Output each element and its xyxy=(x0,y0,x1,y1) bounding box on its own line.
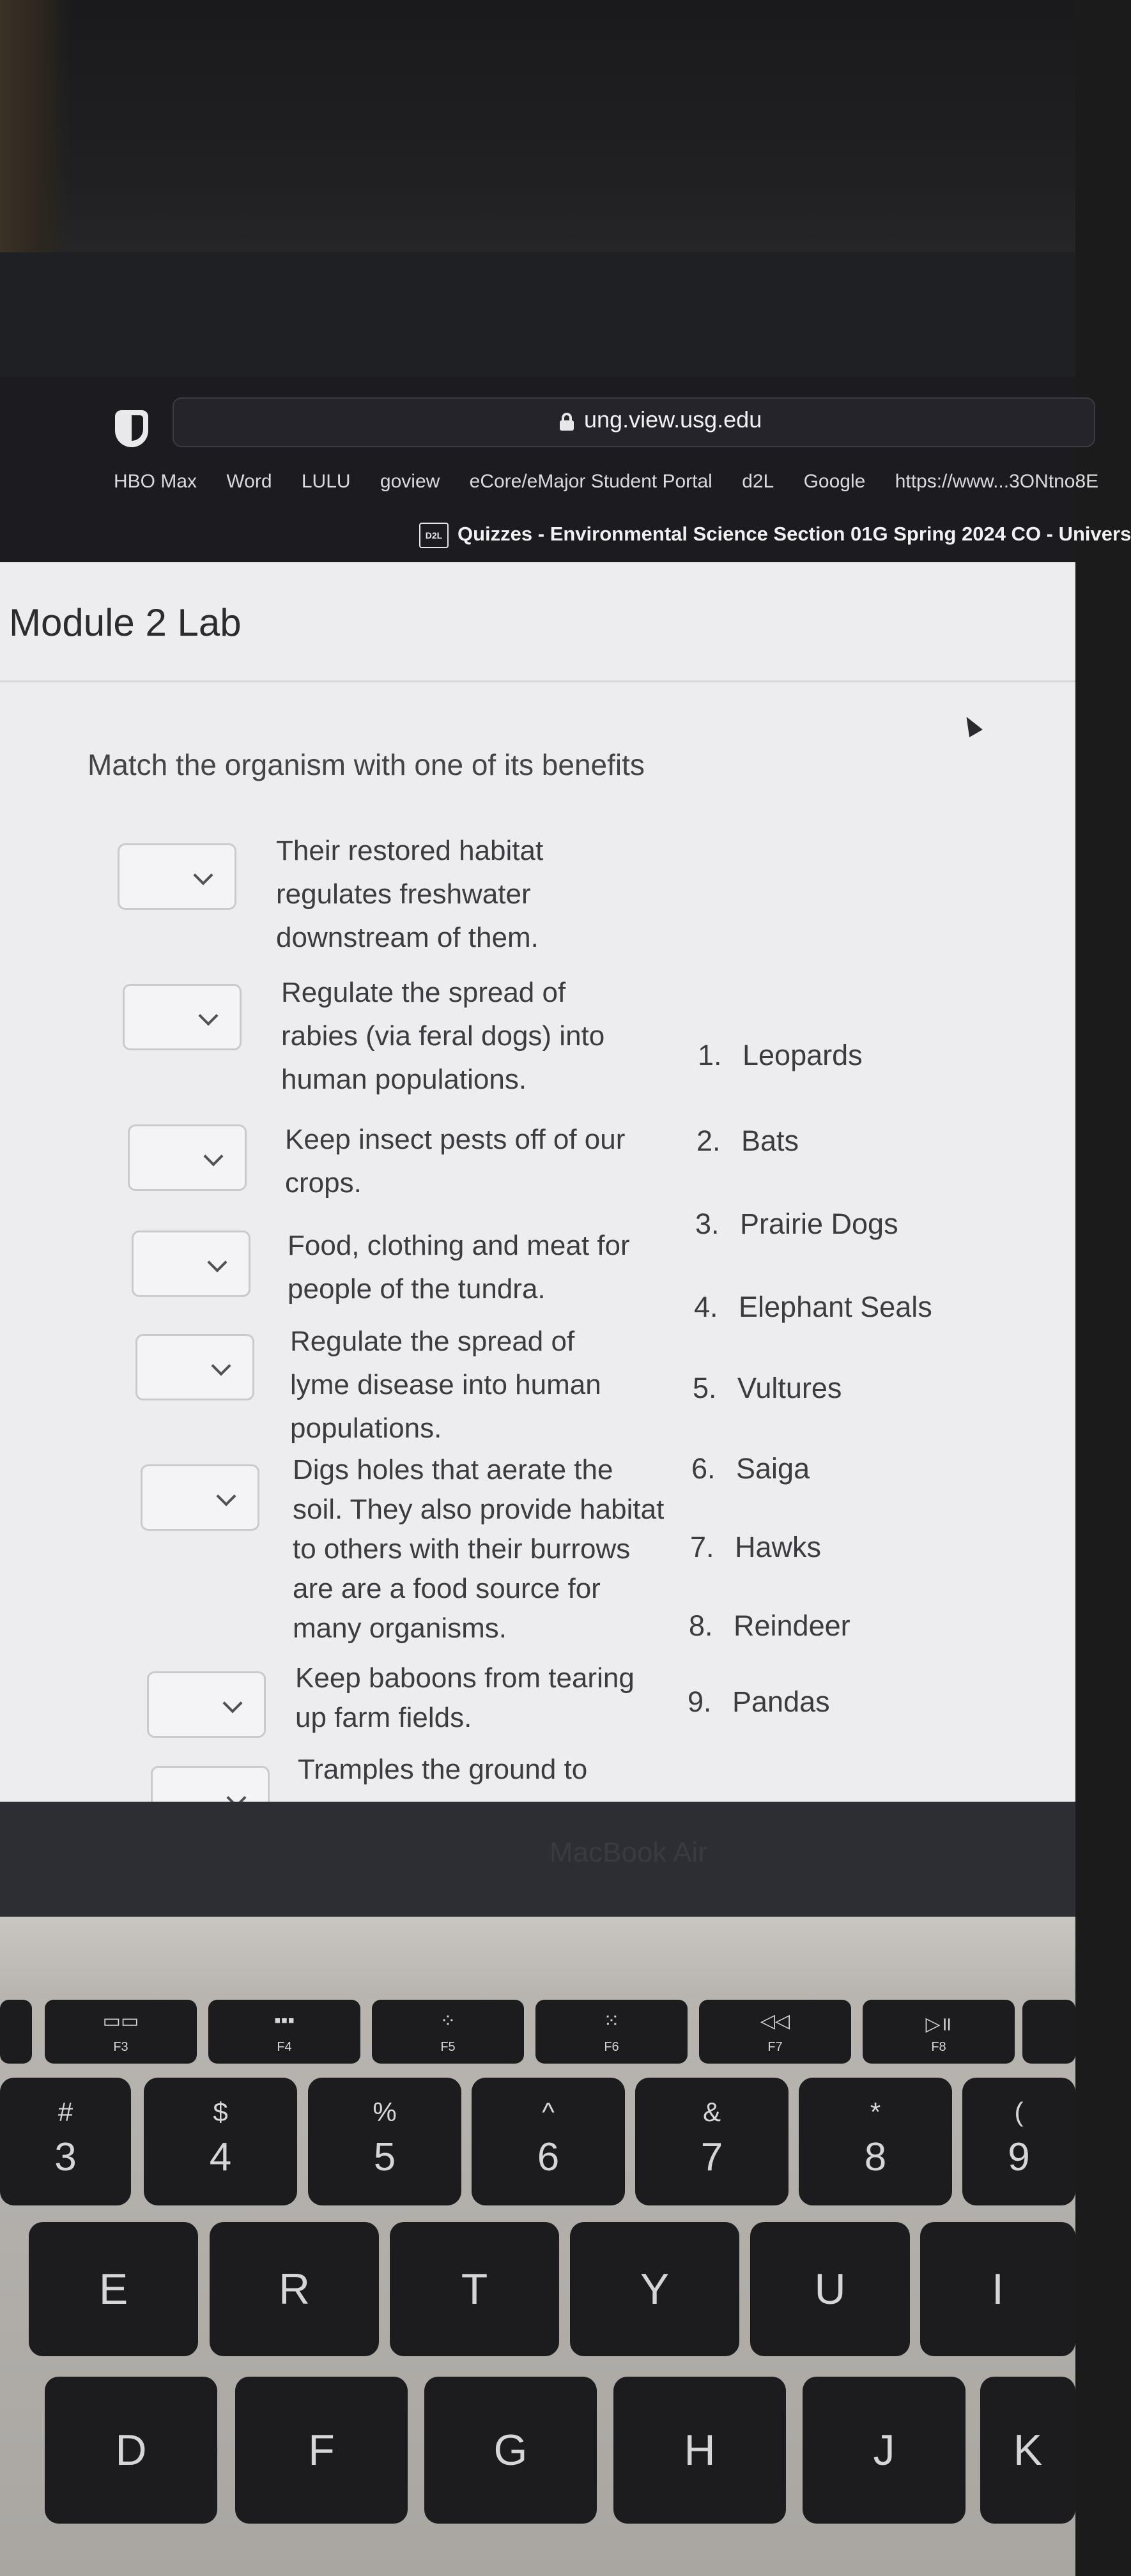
bookmark-lulu[interactable]: LULU xyxy=(301,471,351,492)
bookmark-goview[interactable]: goview xyxy=(380,471,440,492)
match-dropdown-6[interactable] xyxy=(141,1464,259,1531)
screen-top-bezel xyxy=(0,252,1075,377)
chevron-down-icon xyxy=(222,1693,242,1713)
key-7: & 7 xyxy=(635,2078,789,2205)
key-8: * 8 xyxy=(799,2078,952,2205)
match-dropdown-5[interactable] xyxy=(135,1334,254,1400)
match-dropdown-3[interactable] xyxy=(128,1124,247,1191)
launchpad-icon: ▪▪▪ xyxy=(274,2010,295,2031)
choice-item: 8. Reindeer xyxy=(689,1609,850,1642)
key-f8: ▷॥ F8 xyxy=(863,2000,1015,2064)
bookmark-ecore-portal[interactable]: eCore/eMajor Student Portal xyxy=(469,471,712,492)
url-text[interactable]: ung.view.usg.edu xyxy=(584,406,762,433)
key-j: J xyxy=(803,2377,966,2524)
room-background xyxy=(0,0,1075,256)
bookmark-google[interactable]: Google xyxy=(803,471,866,492)
key-3: # 3 xyxy=(0,2078,131,2205)
choice-item: 7. Hawks xyxy=(690,1531,822,1563)
match-dropdown-1[interactable] xyxy=(118,843,236,910)
key-h: H xyxy=(613,2377,786,2524)
tab-title[interactable]: Quizzes - Environmental Science Section 01G Spring 2024 CO - Univers xyxy=(458,523,1131,545)
match-description-2: Regulate the spread of rabies (via feral dogs) into human populations. xyxy=(281,977,605,1095)
chevron-down-icon xyxy=(198,1006,218,1025)
key-9: ( 9 xyxy=(962,2078,1075,2205)
key-partial-right xyxy=(1022,2000,1075,2064)
title-divider xyxy=(0,680,1075,682)
question-text: Match the organism with one of its benefits xyxy=(88,748,645,781)
match-dropdown-7[interactable] xyxy=(147,1671,266,1738)
keyboard-brightness-up-icon: ⁙ xyxy=(603,2011,620,2032)
match-description-5: Regulate the spread of lyme disease into human populations. xyxy=(290,1326,601,1444)
d2l-tab-icon: D2L xyxy=(419,523,449,548)
chevron-down-icon xyxy=(203,1146,223,1166)
key-k: K xyxy=(980,2377,1075,2524)
match-description-8: Tramples the ground to xyxy=(298,1754,588,1785)
screen-bottom-bezel xyxy=(0,1802,1075,1917)
key-e: E xyxy=(29,2222,198,2356)
key-f5: ⁘ F5 xyxy=(372,2000,524,2064)
key-d: D xyxy=(45,2377,217,2524)
choice-item: 5. Vultures xyxy=(693,1372,842,1404)
match-description-3: Keep insect pests off of our crops. xyxy=(285,1124,626,1199)
match-description-6: Digs holes that aerate the soil. They also provide habitat to others with their burrows are are a food source for many organisms. xyxy=(293,1454,665,1644)
key-t: T xyxy=(390,2222,559,2356)
choice-item: 6. Saiga xyxy=(691,1452,810,1485)
page-title: Module 2 Lab xyxy=(9,601,242,644)
choice-item: 1. Leopards xyxy=(698,1039,863,1071)
mission-control-icon: ▭▭ xyxy=(102,2011,139,2032)
key-i: I xyxy=(920,2222,1075,2356)
match-description-1: Their restored habitat regulates freshwater downstream of them. xyxy=(276,835,544,953)
match-description-4: Food, clothing and meat for people of the tundra. xyxy=(288,1230,630,1305)
bookmark-d2l[interactable]: d2L xyxy=(742,471,774,492)
lock-icon xyxy=(560,413,574,431)
browser-chrome xyxy=(0,377,1131,562)
play-pause-icon: ▷॥ xyxy=(925,2014,952,2035)
key-partial-left xyxy=(0,2000,32,2064)
chevron-down-icon xyxy=(216,1486,236,1506)
choice-item: 2. Bats xyxy=(696,1124,799,1157)
key-f7: ◁◁ F7 xyxy=(699,2000,851,2064)
chevron-down-icon xyxy=(207,1252,227,1272)
chevron-down-icon xyxy=(211,1356,231,1376)
laptop-brand: MacBook Air xyxy=(550,1837,707,1868)
match-dropdown-4[interactable] xyxy=(132,1230,250,1297)
room-background-edge xyxy=(0,0,70,256)
choice-item: 3. Prairie Dogs xyxy=(695,1208,898,1240)
key-r: R xyxy=(210,2222,379,2356)
key-f4: ▪▪▪ F4 xyxy=(208,2000,360,2064)
keyboard-brightness-down-icon: ⁘ xyxy=(440,2011,456,2032)
rewind-icon: ◁◁ xyxy=(760,2011,790,2032)
chevron-down-icon xyxy=(193,865,213,885)
key-f: F xyxy=(235,2377,408,2524)
quiz-page xyxy=(0,562,1075,1802)
key-4: $ 4 xyxy=(144,2078,297,2205)
choice-item: 4. Elephant Seals xyxy=(694,1291,932,1323)
bookmark-word[interactable]: Word xyxy=(226,471,272,492)
bookmark-hbo-max[interactable]: HBO Max xyxy=(114,471,197,492)
key-f3: ▭▭ F3 xyxy=(45,2000,197,2064)
bookmark-link[interactable]: https://www...3ONtno8E xyxy=(895,471,1099,492)
key-u: U xyxy=(750,2222,910,2356)
match-dropdown-2[interactable] xyxy=(123,984,242,1050)
key-5: % 5 xyxy=(308,2078,461,2205)
bookmarks-bar xyxy=(114,471,1123,496)
key-6: ^ 6 xyxy=(472,2078,625,2205)
key-g: G xyxy=(424,2377,597,2524)
shield-icon[interactable] xyxy=(115,410,148,447)
key-f6: ⁙ F6 xyxy=(535,2000,688,2064)
key-y: Y xyxy=(570,2222,739,2356)
choice-item: 9. Pandas xyxy=(688,1685,830,1718)
match-description-7: Keep baboons from tearing up farm fields. xyxy=(295,1662,635,1733)
